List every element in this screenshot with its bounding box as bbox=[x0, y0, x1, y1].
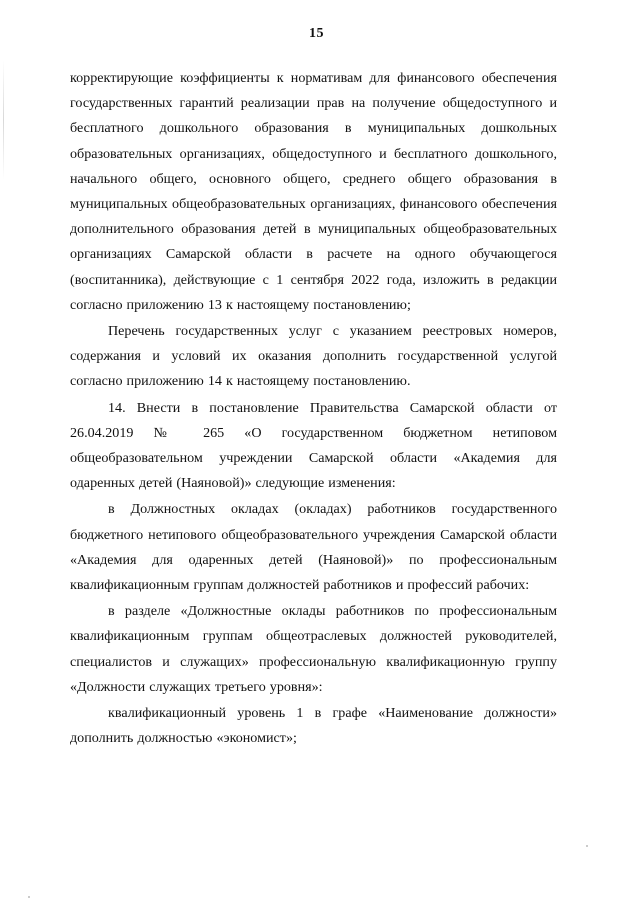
paragraph-section: в разделе «Должностные оклады работников по профессиональным квалификационным группам общеотраслевых должностей руководителей, специалистов и служащих» профессиональную квалификационную группу «Должности служащих третьего уровня»: bbox=[70, 603, 557, 695]
page-number: 15 bbox=[309, 26, 324, 41]
scan-dot-artifact bbox=[28, 896, 30, 898]
scan-dot-artifact bbox=[586, 845, 588, 847]
document-body bbox=[70, 66, 557, 751]
paragraph-services-list: Перечень государственных услуг с указанием реестровых номеров, содержания и условий их оказания дополнить государственной услугой согласно приложению 14 к настоящему постановлению. bbox=[70, 323, 557, 390]
paragraph-qualification-level: квалификационный уровень 1 в графе «Наименование должности» дополнить должностью «экономист»; bbox=[70, 705, 557, 747]
paragraph-coefficients: корректирующие коэффициенты к нормативам для финансового обеспечения государственных гарантий реализации прав на получение общедоступного и бесплатного дошкольного образования в муниципальных дошкольных образовательных организациях, общедоступного и бесплатного дошкольного, начального общего, основного общего, среднего общего образования в муниципальных общеобразовательных организациях, финансового обеспечения дополнительного образования детей в муниципальных общеобразовательных организациях Самарской области в расчете на одного обучающегося (воспитанника), действующие с 1 сентября 2022 года, изложить в редакции согласно приложению 13 к настоящему постановлению; bbox=[70, 70, 557, 313]
scan-edge-artifact bbox=[3, 60, 4, 180]
paragraph-salaries: в Должностных окладах (окладах) работников государственного бюджетного нетипового общеобразовательного учреждения Самарской области «Академия для одаренных детей (Наяновой)» по профессиональным квалификационным группам должностей работников и профессий рабочих: bbox=[70, 501, 557, 594]
paragraph-item-14: 14. Внести в постановление Правительства Самарской области от 26.04.2019 № 265 «О государственном бюджетном нетиповом общеобразовательном учреждении Самарской области «Академия для одаренных детей (Наяновой)» следующие изменения: bbox=[70, 399, 557, 492]
